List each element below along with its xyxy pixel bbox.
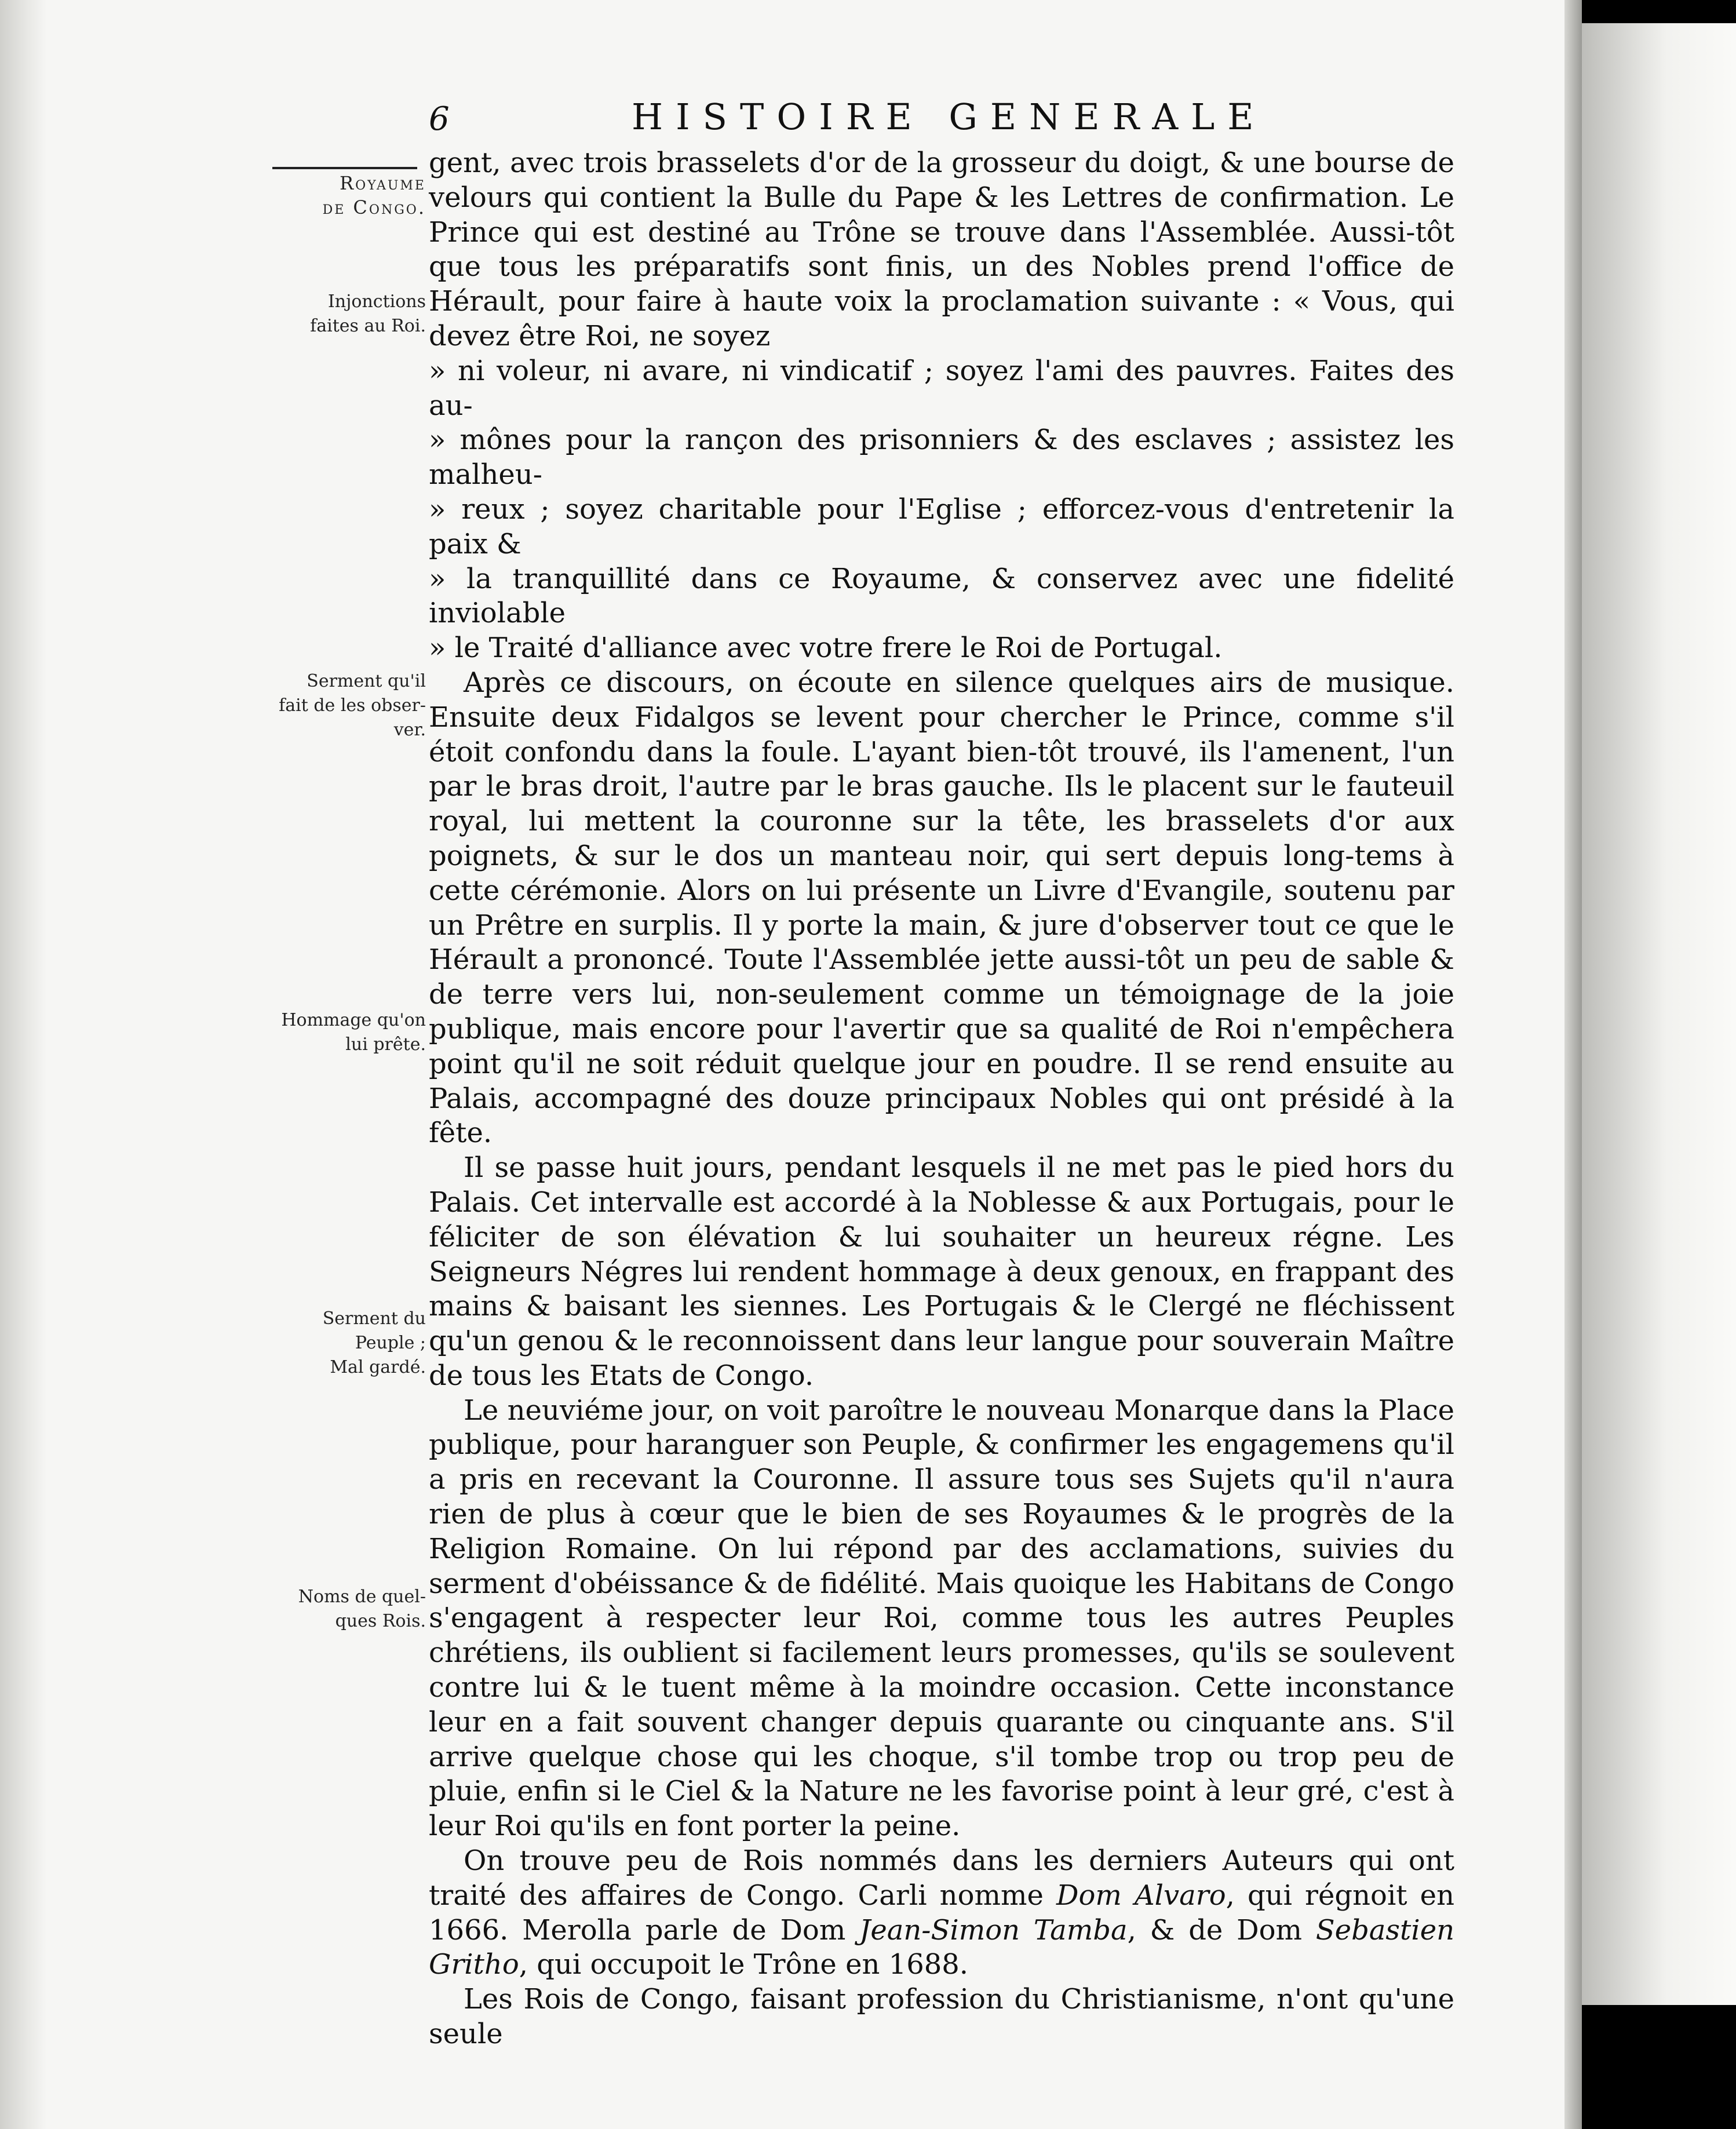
page-gutter	[0, 0, 46, 2129]
body-text	[429, 146, 1454, 2052]
name-dom-alvaro: Dom Alvaro	[1056, 1879, 1226, 1912]
margin-note-hommage: Hommage qu'on lui prête.	[281, 1010, 426, 1055]
name-jean-simon-tamba: Jean-Simon Tamba	[859, 1913, 1128, 1946]
page-number: 6	[429, 100, 450, 138]
quote-line-4: » la tranquillité dans ce Royaume, & conservez avec une fidelité inviolable	[429, 562, 1454, 630]
paragraph-3: Il se passe huit jours, pendant lesquels il ne met pas le pied hors du Palais. Cet intervalle est accordé à la Noblesse & aux Portugais, pour le féliciter de son élévation & lui souhaiter un heureux régne. Les Seigneurs Négres lui rendent hommage à deux genoux, en frappant des mains & baisant les siennes. Les Portugais & le Clergé ne fléchissent qu'un genou & le reconnoissent dans leur langue pour souverain Maître de tous les Etats de Congo.	[429, 1151, 1454, 1392]
paragraph-4: Le neuviéme jour, on voit paroître le nouveau Monarque dans la Place publique, pour haranguer son Peuple, & confirmer les engagemens qu'il a pris en recevant la Couronne. Il assure tous ses Sujets qu'il n'aura rien de plus à cœur que le bien de ses Royaumes & le progrès de la Religion Romaine. On lui répond par des acclamations, suivies du serment d'obéissance & de fidélité. Mais quoique les Habitans de Congo s'engagent à respecter leur Roi, comme tous les autres Peuples chrétiens, ils oublient si facilement leurs promesses, qu'ils se soulevent contre lui & le tuent même à la moindre occasion. Cette inconstance leur en a fait souvent changer depuis quarante ou cinquante ans. S'il arrive quelque chose qui les choque, s'il tombe trop ou trop peu de pluie, enfin si le Ciel & la Nature ne les favorise point à leur gré, c'est à leur Roi qu'ils en font porter la peine.	[429, 1394, 1454, 1843]
paragraph-6: Les Rois de Congo, faisant profession du Christianisme, n'ont qu'une seule	[429, 1983, 1454, 2051]
running-title: HISTOIRE GENERALE	[632, 96, 1267, 138]
facing-page-edge	[1582, 23, 1736, 2005]
page-header	[429, 96, 1518, 142]
margin-note-injonctions: Injonctions faites au Roi.	[310, 291, 426, 336]
quote-line-2: » mônes pour la rançon des prisonniers & des esclaves ; assistez les malheu-	[429, 424, 1454, 491]
paragraph-1	[429, 146, 1454, 666]
paragraph-5-text-g: , qui occupoit le Trône en 1688.	[519, 1948, 969, 1981]
margin-note-noms: Noms de quel- ques Rois.	[298, 1587, 426, 1631]
quote-line-3: » reux ; soyez charitable pour l'Eglise ; efforcez-vous d'entretenir la paix &	[429, 493, 1454, 560]
margin-rule	[272, 167, 417, 169]
quote-line-1: » ni voleur, ni avare, ni vindicatif ; soyez l'ami des pauvres. Faites des au-	[429, 354, 1454, 422]
quote-line-5: » le Traité d'alliance avec votre frere le Roi de Portugal.	[429, 632, 1223, 665]
name-sebastien-gritho: Sebastien Gritho	[429, 1913, 1455, 1981]
paragraph-5-text-a: On trouve peu de Rois nommés dans les derniers Auteurs qui ont traité des affaires de Congo. Carli nomme	[429, 1844, 1454, 1912]
margin-note-royaume: Royaume de Congo.	[322, 172, 426, 218]
paragraph-5-text-e: , & de Dom	[1127, 1913, 1316, 1946]
paragraph-1-text: gent, avec trois brasselets d'or de la grosseur du doigt, & une bourse de velours qui contient la Bulle du Pape & les Lettres de confirmation. Le Prince qui est destiné au Trône se trouve dans l'Assemblée. Aussi-tôt que tous les préparatifs sont finis, un des Nobles prend l'office de Hérault, pour faire à haute voix la proclamation suivante : « Vous, qui devez être Roi, ne soyez	[429, 147, 1454, 352]
paragraph-5-text-c: , qui régnoit en 1666. Merolla parle de Dom	[429, 1879, 1454, 1946]
paragraph-2: Après ce discours, on écoute en silence quelques airs de musique. Ensuite deux Fidalgos se levent pour chercher le Prince, comme s'il étoit confondu dans la foule. L'ayant bien-tôt trouvé, ils l'amenent, l'un par le bras droit, l'autre par le bras gauche. Ils le placent sur le fauteuil royal, lui mettent la couronne sur la tête, les brasselets d'or aux poignets, & sur le dos un manteau noir, qui sert depuis long-tems à cette cérémonie. Alors on lui présente un Livre d'Evangile, soutenu par un Prêtre en surplis. Il y porte la main, & jure d'observer tout ce que le Hérault a prononcé. Toute l'Assemblée jette aussi-tôt un peu de sable & de terre vers lui, non-seulement comme un témoignage de la joie publique, mais encore pour l'avertir que sa qualité de Roi n'empêchera point qu'il ne soit réduit quelque jour en poudre. Il se rend ensuite au Palais, accompagné des douze principaux Nobles qui ont présidé à la fête.	[429, 666, 1454, 1150]
margin-note-serment-roi: Serment qu'il fait de les obser- ver.	[279, 671, 426, 740]
margin-note-serment-peuple: Serment du Peuple ; Mal gardé.	[322, 1308, 426, 1377]
spine-shadow	[1564, 0, 1582, 2129]
paragraph-5	[429, 1844, 1454, 1982]
